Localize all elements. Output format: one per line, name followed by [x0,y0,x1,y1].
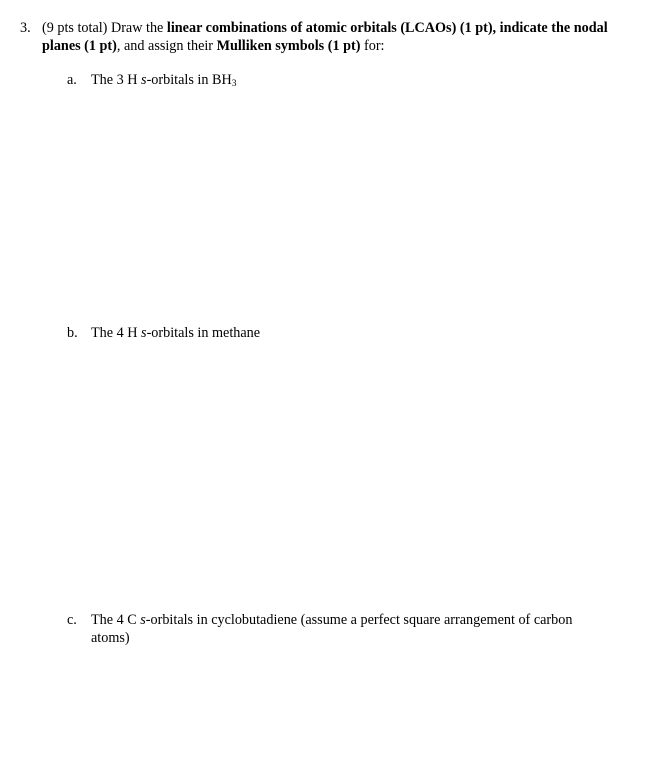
prompt-middle: , and assign their [116,38,217,54]
part-c-letter: c. [67,612,77,628]
part-a-subscript: 3 [231,79,237,89]
part-b-text [91,324,606,342]
part-c-text [91,611,606,647]
part-b-letter: b. [67,325,78,341]
question-number: 3. [20,20,31,36]
part-c-orbital: s [140,612,146,628]
prompt-end: for: [360,38,385,54]
part-a-orbital: s [141,72,147,88]
part-c-post: -orbitals in cyclobutadiene (assume a perfect square arrangement of carbon atoms) [91,612,573,646]
prompt-lcao-emphasis: linear combinations of atomic orbitals (LCAOs) (1 pt), indicate the nodal planes (1 pt) [42,20,608,54]
question-prompt [42,19,617,55]
prompt-intro: (9 pts total) Draw the [42,20,167,36]
part-b-post: -orbitals in methane [146,325,261,341]
part-b-pre: The 4 H [91,325,142,341]
prompt-mulliken-emphasis: Mulliken symbols (1 pt) [216,38,361,54]
part-c-pre: The 4 C [91,612,141,628]
part-a-post: -orbitals in BH [146,72,232,88]
part-a-text [91,71,606,89]
part-a-pre: The 3 H [91,72,142,88]
part-a-letter: a. [67,72,77,88]
part-b-orbital: s [141,325,147,341]
